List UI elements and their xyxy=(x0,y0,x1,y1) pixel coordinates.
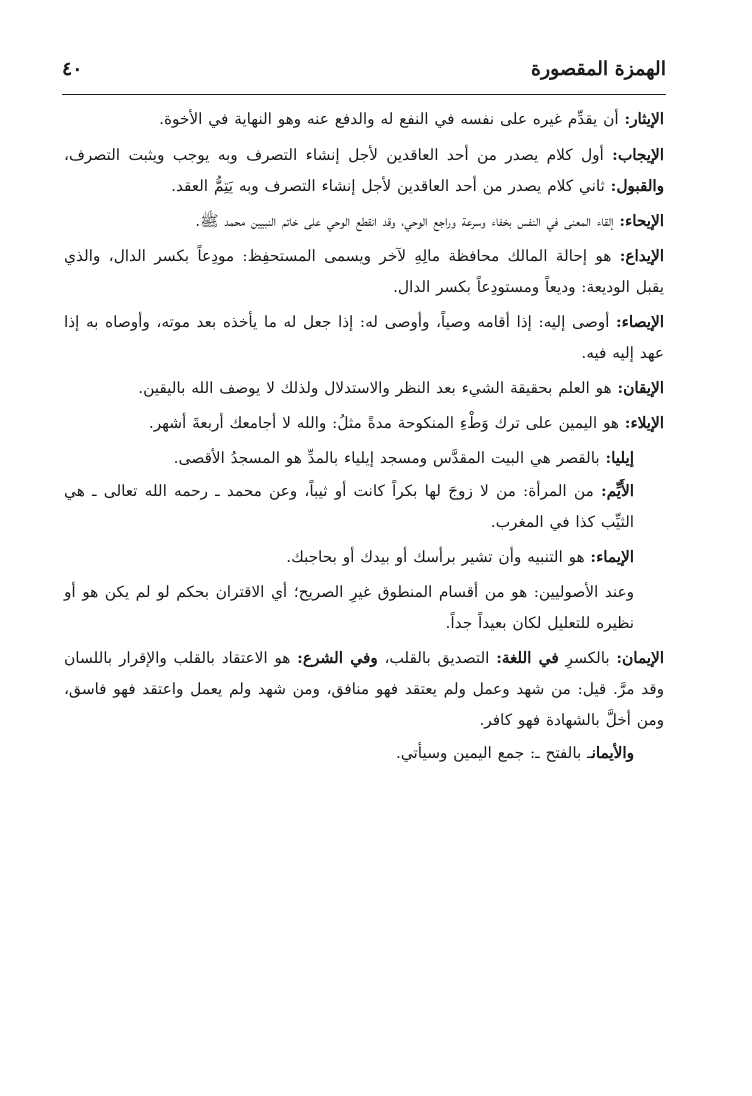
entry-definition: أول كلام يصدر من أحد العاقدين لأجل إنشاء التصرف وبه يوجب ويثبت التصرف، xyxy=(64,146,613,164)
entry-ithar xyxy=(64,104,664,135)
entry-definition: هو التنبيه وأن تشير برأسك أو بيدك أو بحاجبك. xyxy=(286,548,591,566)
entry-definition: أن يقدِّم غيره على نفسه في النفع له والدفع عنه وهو النهاية في الأخوة. xyxy=(159,110,625,128)
entry-definition: وعند الأصوليين: هو من أقسام المنطوق غيرِ الصريح؛ أي الاقتران بحكم لو لم يكن هو أو نظيره للتعليل لكان بعيداً جداً. xyxy=(64,583,634,632)
page-header xyxy=(62,58,666,88)
entry-definition: هو إحالة المالك محافظة مالِهِ لآخر ويسمى المستحفِظ: مودِعاً بكسر الدال، والذي يقبل الوديعة: وديعاً ومستودِعاً بكسر الدال. xyxy=(64,247,664,296)
entry-ilaa xyxy=(64,408,664,439)
entry-definition: هو اليمين على ترك وَطْءِ المنكوحة مدةً مثلُ: والله لا أجامعك أربعةَ أشهر. xyxy=(148,414,625,432)
entry-term: الإيثار: xyxy=(624,110,664,128)
entry-term: الإيداع: xyxy=(619,247,664,265)
entry-term: الإيقان: xyxy=(617,379,664,397)
entry-term: والأيمان xyxy=(591,744,634,762)
entry-ayyim xyxy=(64,476,664,538)
entry-iqan xyxy=(64,373,664,404)
entry-definition: أوصى إليه: إذا أقامه وصياً، وأوصى له: إذا جعل له ما يأخذه بعد موته، وأوصاه به إذا عهد إليه فيه. xyxy=(64,313,664,362)
entry-term: الإيصاء: xyxy=(616,313,664,331)
entry-subterm: في اللغة: xyxy=(496,649,559,667)
entry-definition: بالقصر هي البيت المقدَّس ومسجد إيلياء بالمدِّ هو المسجدُ الأقصى. xyxy=(173,449,606,467)
entry-term: الإيمان: xyxy=(616,649,665,667)
entry-definition: من المرأة: من لا زوجَ لها بكراً كانت أو ثيباً، وعن محمد ـ رحمه الله تعالى ـ هي الثيِّب كذا في المغرب. xyxy=(64,482,634,531)
dictionary-entries xyxy=(64,104,664,769)
entry-term: الإيحاء: xyxy=(619,212,664,230)
entry-definition: هو الاعتقاد بالقلب والإقرار باللسان وقد مرَّ. قيل: من شهد وعمل ولم يعتقد فهو منافق، ومن شهد ولم يعمل واعتقد فهو فاسق، ومن أخلَّ بالشهادة فهو كافر. xyxy=(64,649,664,729)
entry-term: الإيماء: xyxy=(590,548,634,566)
header-rule xyxy=(62,94,666,95)
entry-ihaa xyxy=(64,206,664,237)
page-number: ٤٠ xyxy=(62,58,83,80)
entry-term: الإيجاب: xyxy=(612,146,664,164)
entry-definition: ـ بالفتح ـ: جمع اليمين وسيأتي. xyxy=(395,744,592,762)
entry-term: الأَيِّم: xyxy=(600,482,634,500)
entry-ayman xyxy=(64,738,664,769)
entry-subterm: والقبول: xyxy=(610,177,664,195)
entry-definition: بالكسرِ xyxy=(558,649,617,667)
entry-term: الإيلاء: xyxy=(624,414,664,432)
entry-definition: التصديق بالقلب، xyxy=(377,649,497,667)
entry-iman xyxy=(64,643,664,736)
entry-iliya xyxy=(64,443,664,474)
entry-imaa-usul xyxy=(64,577,664,639)
entry-definition: هو العلم بحقيقة الشيء بعد النظر والاستدلال ولذلك لا يوصف الله باليقين. xyxy=(138,379,618,397)
entry-ijab xyxy=(64,140,664,202)
entry-subterm: وفي الشرع: xyxy=(297,649,378,667)
entry-definition: ثاني كلام يصدر من أحد العاقدين لأجل إنشاء التصرف وبه يَتِمُّ العقد. xyxy=(171,177,611,195)
running-title: الهمزة المقصورة xyxy=(531,58,666,80)
entry-ida xyxy=(64,241,664,303)
entry-isaa xyxy=(64,307,664,369)
entry-term: إيليا: xyxy=(605,449,634,467)
entry-imaa xyxy=(64,542,664,573)
entry-definition: إلقاء المعنى في النفس بخفاء وسرعة وراجع الوحي، وقد انقطع الوحي على خاتم النبيين محمد ﷺ. xyxy=(195,212,620,230)
